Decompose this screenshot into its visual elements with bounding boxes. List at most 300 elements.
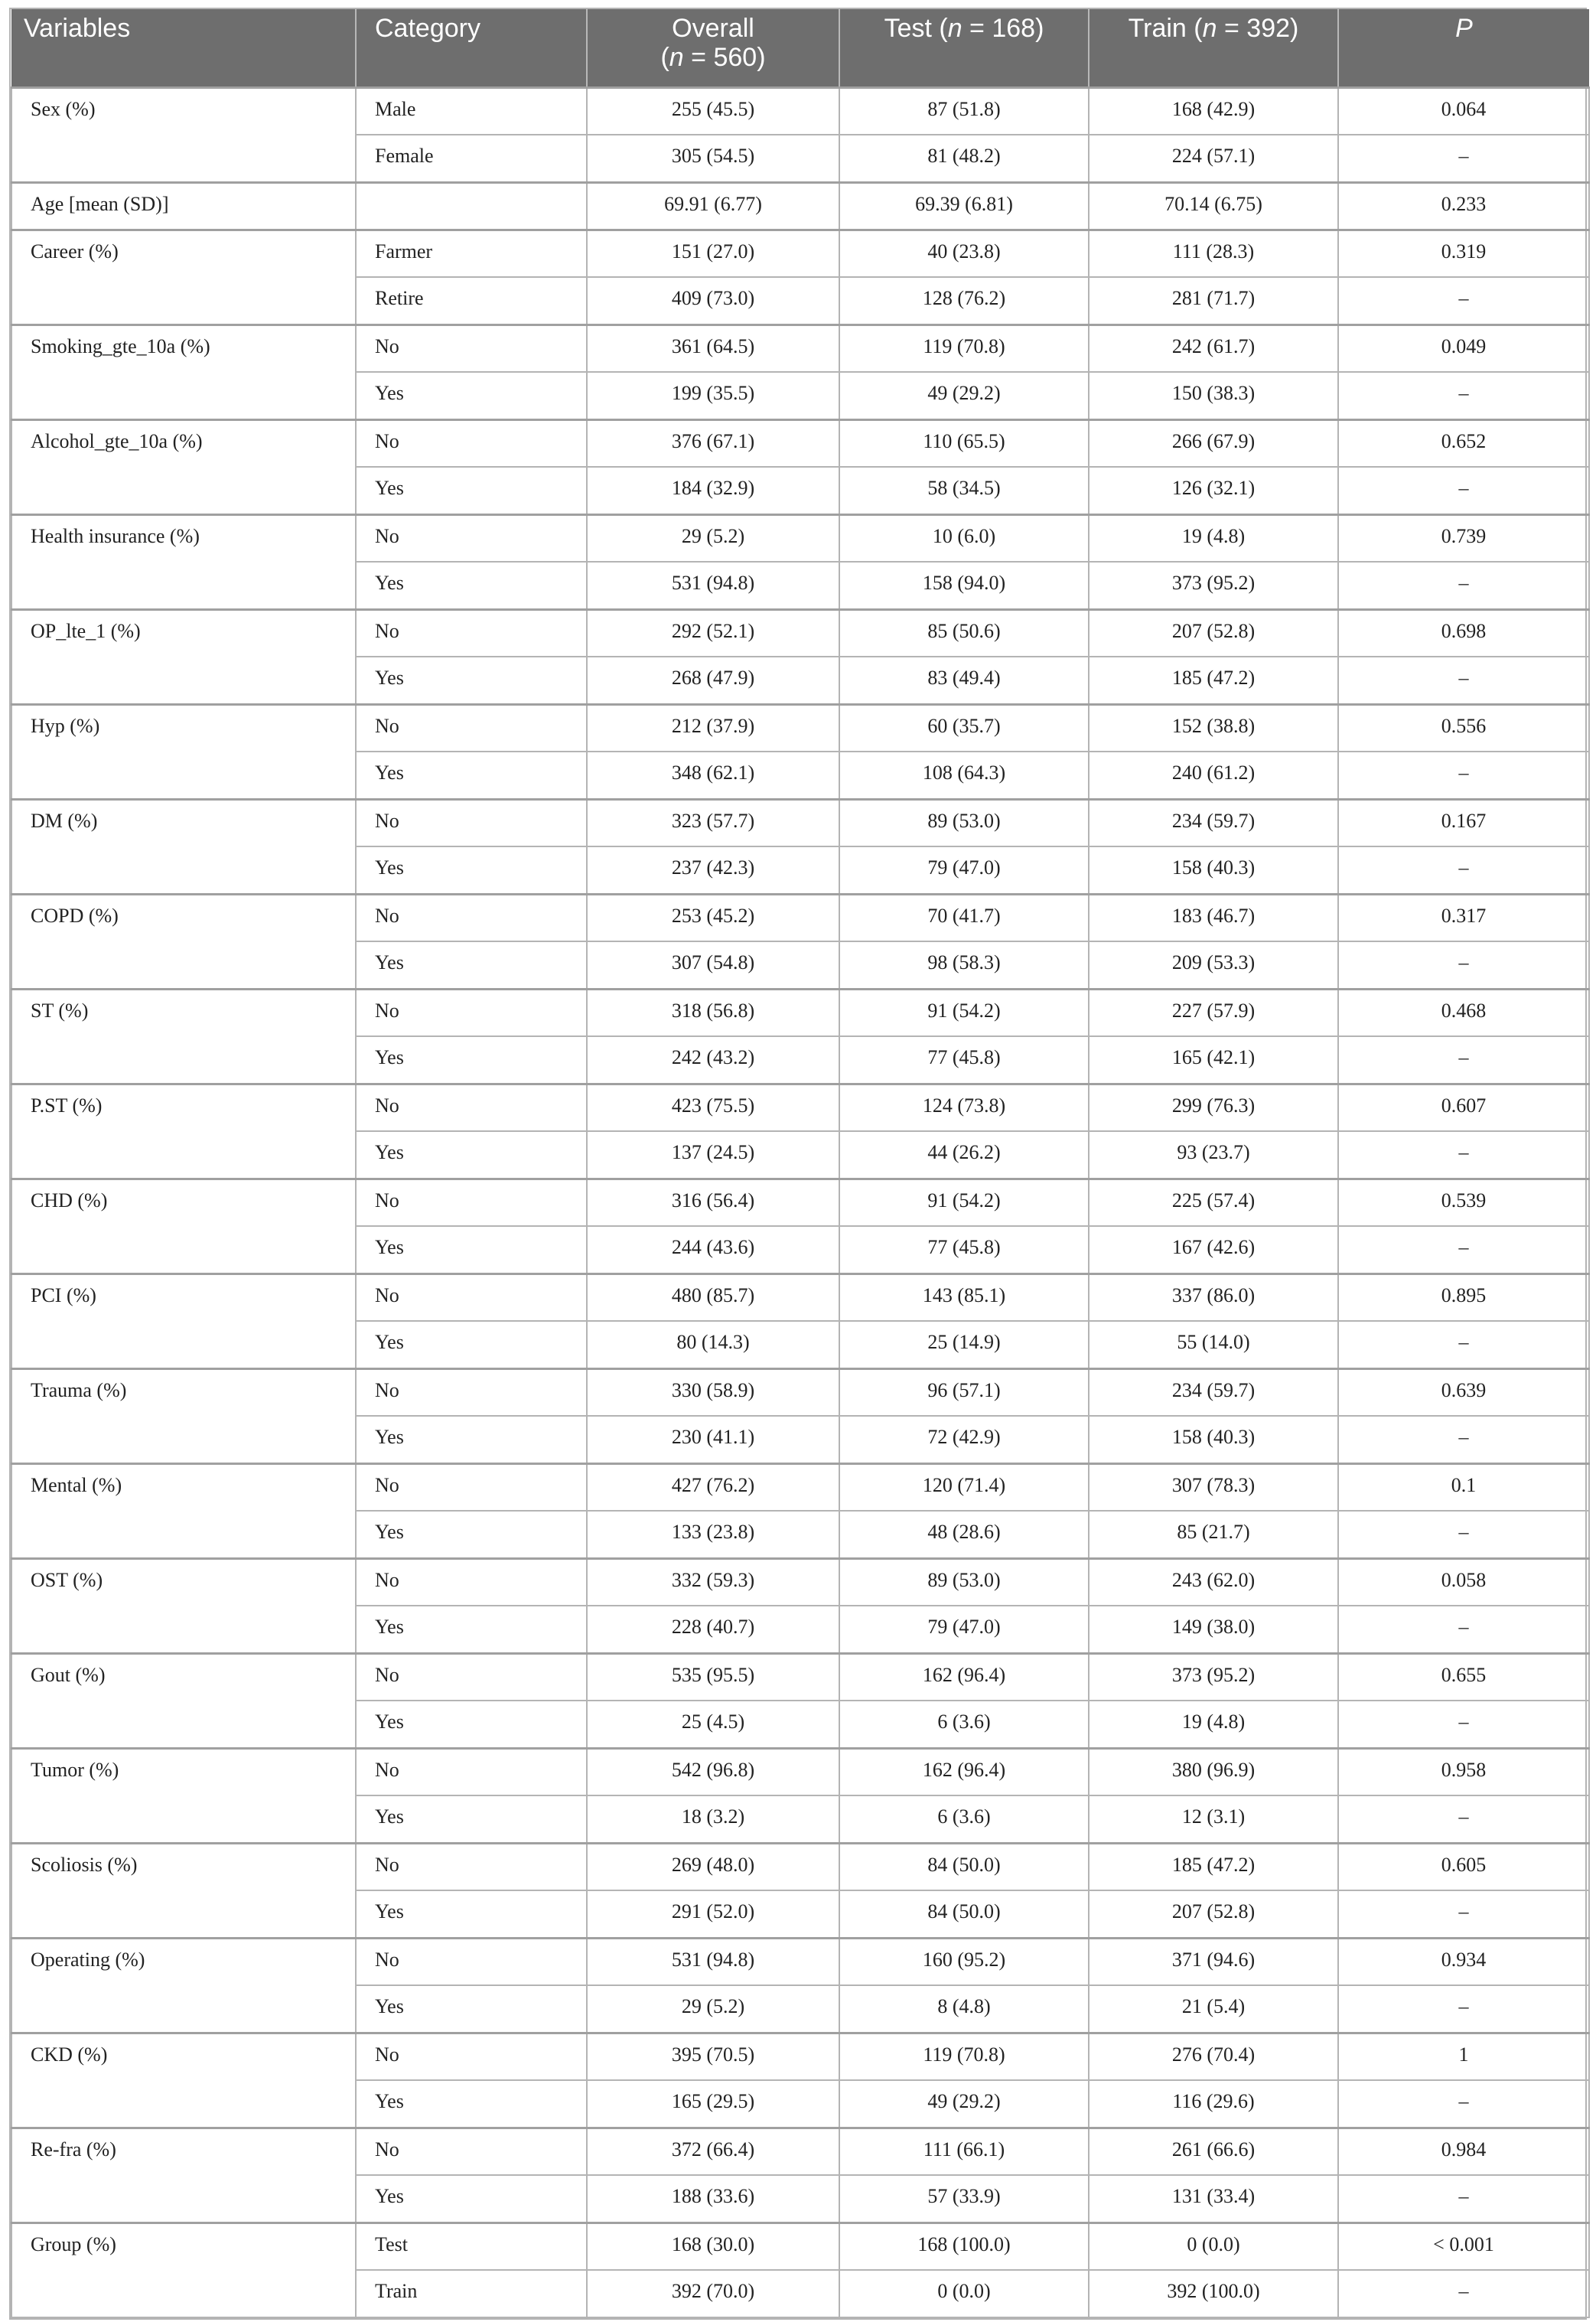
test-value-cell: 0 (0.0) <box>839 2270 1089 2317</box>
overall-value-cell: 133 (23.8) <box>587 1511 839 1558</box>
train-value-cell: 111 (28.3) <box>1089 230 1338 277</box>
overall-value-cell: 242 (43.2) <box>587 1036 839 1084</box>
p-value-cell: – <box>1338 1701 1589 1748</box>
train-value-cell: 209 (53.3) <box>1089 941 1338 989</box>
overall-value-cell: 69.91 (6.77) <box>587 182 839 230</box>
test-value-cell: 162 (96.4) <box>839 1653 1089 1701</box>
train-value-cell: 234 (59.7) <box>1089 1368 1338 1416</box>
overall-value-cell: 237 (42.3) <box>587 846 839 894</box>
p-value-cell: 0.652 <box>1338 419 1589 467</box>
variable-name-cell: DM (%) <box>11 799 356 894</box>
test-value-cell: 160 (95.2) <box>839 1938 1089 1985</box>
p-value-cell: < 0.001 <box>1338 2223 1589 2270</box>
variable-name-cell: Hyp (%) <box>11 704 356 799</box>
p-value-cell: 0.934 <box>1338 1938 1589 1985</box>
overall-value-cell: 168 (30.0) <box>587 2223 839 2270</box>
category-cell: Female <box>356 135 587 182</box>
overall-value-cell: 330 (58.9) <box>587 1368 839 1416</box>
table-header-row <box>11 9 1589 87</box>
train-value-cell: 307 (78.3) <box>1089 1463 1338 1511</box>
overall-value-cell: 230 (41.1) <box>587 1416 839 1463</box>
category-cell: No <box>356 1179 587 1226</box>
table-row <box>11 609 1589 657</box>
overall-value-cell: 137 (24.5) <box>587 1131 839 1179</box>
overall-value-cell: 307 (54.8) <box>587 941 839 989</box>
train-value-cell: 242 (61.7) <box>1089 324 1338 372</box>
train-value-cell: 276 (70.4) <box>1089 2033 1338 2080</box>
category-cell: No <box>356 514 587 562</box>
test-value-cell: 87 (51.8) <box>839 87 1089 135</box>
train-value-cell: 150 (38.3) <box>1089 372 1338 419</box>
category-cell: No <box>356 1084 587 1131</box>
p-value-cell: – <box>1338 1511 1589 1558</box>
train-value-cell: 93 (23.7) <box>1089 1131 1338 1179</box>
overall-value-cell: 184 (32.9) <box>587 467 839 514</box>
header-overall: Overall (n = 560) <box>587 9 839 87</box>
category-cell: No <box>356 609 587 657</box>
table-row <box>11 419 1589 467</box>
overall-value-cell: 392 (70.0) <box>587 2270 839 2317</box>
p-value-cell: – <box>1338 1890 1589 1938</box>
table-row <box>11 1084 1589 1131</box>
category-cell: Yes <box>356 562 587 609</box>
overall-value-cell: 29 (5.2) <box>587 1985 839 2033</box>
test-value-cell: 119 (70.8) <box>839 324 1089 372</box>
overall-value-cell: 318 (56.8) <box>587 989 839 1036</box>
test-value-cell: 119 (70.8) <box>839 2033 1089 2080</box>
overall-value-cell: 305 (54.5) <box>587 135 839 182</box>
p-value-cell: – <box>1338 752 1589 799</box>
test-value-cell: 79 (47.0) <box>839 846 1089 894</box>
p-value-cell: 0.539 <box>1338 1179 1589 1226</box>
overall-value-cell: 427 (76.2) <box>587 1463 839 1511</box>
category-cell: Test <box>356 2223 587 2270</box>
category-cell: No <box>356 2033 587 2080</box>
p-value-cell: 0.317 <box>1338 894 1589 941</box>
train-value-cell: 243 (62.0) <box>1089 1558 1338 1606</box>
test-value-cell: 91 (54.2) <box>839 1179 1089 1226</box>
train-value-cell: 261 (66.6) <box>1089 2128 1338 2175</box>
overall-value-cell: 199 (35.5) <box>587 372 839 419</box>
p-value-cell: – <box>1338 372 1589 419</box>
overall-value-cell: 409 (73.0) <box>587 277 839 324</box>
category-cell: No <box>356 1748 587 1795</box>
table-row <box>11 1463 1589 1511</box>
p-value-cell: 0.1 <box>1338 1463 1589 1511</box>
train-value-cell: 70.14 (6.75) <box>1089 182 1338 230</box>
test-value-cell: 89 (53.0) <box>839 799 1089 846</box>
variable-name-cell: Career (%) <box>11 230 356 324</box>
variable-name-cell: ST (%) <box>11 989 356 1084</box>
table-row <box>11 1368 1589 1416</box>
test-value-cell: 77 (45.8) <box>839 1226 1089 1274</box>
category-cell: No <box>356 1938 587 1985</box>
overall-value-cell: 18 (3.2) <box>587 1795 839 1843</box>
train-value-cell: 165 (42.1) <box>1089 1036 1338 1084</box>
category-cell: No <box>356 2128 587 2175</box>
p-value-cell: 0.233 <box>1338 182 1589 230</box>
header-test-count: = 168) <box>962 14 1044 43</box>
header-train <box>1089 9 1338 87</box>
variable-name-cell: OP_lte_1 (%) <box>11 609 356 704</box>
p-value-cell: 0.639 <box>1338 1368 1589 1416</box>
overall-value-cell: 25 (4.5) <box>587 1701 839 1748</box>
train-value-cell: 0 (0.0) <box>1089 2223 1338 2270</box>
category-cell: Yes <box>356 2080 587 2128</box>
test-value-cell: 49 (29.2) <box>839 2080 1089 2128</box>
table-row <box>11 894 1589 941</box>
train-value-cell: 337 (86.0) <box>1089 1274 1338 1321</box>
category-cell: Yes <box>356 2175 587 2223</box>
train-value-cell: 19 (4.8) <box>1089 1701 1338 1748</box>
overall-value-cell: 535 (95.5) <box>587 1653 839 1701</box>
table-row <box>11 182 1589 230</box>
test-value-cell: 124 (73.8) <box>839 1084 1089 1131</box>
train-value-cell: 158 (40.3) <box>1089 846 1338 894</box>
p-value-cell: 0.468 <box>1338 989 1589 1036</box>
test-value-cell: 83 (49.4) <box>839 657 1089 704</box>
variable-name-cell: OST (%) <box>11 1558 356 1653</box>
test-value-cell: 96 (57.1) <box>839 1368 1089 1416</box>
p-value-cell: 0.556 <box>1338 704 1589 752</box>
train-value-cell: 152 (38.8) <box>1089 704 1338 752</box>
p-value-cell: – <box>1338 1416 1589 1463</box>
table-row <box>11 2033 1589 2080</box>
test-value-cell: 6 (3.6) <box>839 1795 1089 1843</box>
category-cell: No <box>356 1274 587 1321</box>
table-body <box>11 87 1589 2317</box>
variable-name-cell: Re-fra (%) <box>11 2128 356 2223</box>
category-cell: Yes <box>356 1321 587 1368</box>
header-test-n: n <box>947 14 962 43</box>
variable-name-cell: Sex (%) <box>11 87 356 182</box>
test-value-cell: 158 (94.0) <box>839 562 1089 609</box>
overall-value-cell: 323 (57.7) <box>587 799 839 846</box>
p-value-cell: 0.058 <box>1338 1558 1589 1606</box>
train-value-cell: 185 (47.2) <box>1089 1843 1338 1890</box>
p-value-cell: 0.739 <box>1338 514 1589 562</box>
variable-name-cell: Trauma (%) <box>11 1368 356 1463</box>
p-value-cell: – <box>1338 562 1589 609</box>
category-cell: Train <box>356 2270 587 2317</box>
category-cell: Yes <box>356 1131 587 1179</box>
train-value-cell: 85 (21.7) <box>1089 1511 1338 1558</box>
test-value-cell: 6 (3.6) <box>839 1701 1089 1748</box>
p-value-cell: 0.984 <box>1338 2128 1589 2175</box>
header-overall-n: n <box>669 43 684 72</box>
header-variables: Variables <box>11 9 356 87</box>
test-value-cell: 69.39 (6.81) <box>839 182 1089 230</box>
train-value-cell: 234 (59.7) <box>1089 799 1338 846</box>
category-cell: Yes <box>356 372 587 419</box>
category-cell <box>356 182 587 230</box>
category-cell: No <box>356 989 587 1036</box>
p-value-cell: 0.895 <box>1338 1274 1589 1321</box>
p-value-cell: – <box>1338 2270 1589 2317</box>
overall-value-cell: 80 (14.3) <box>587 1321 839 1368</box>
p-value-cell: 0.607 <box>1338 1084 1589 1131</box>
test-value-cell: 84 (50.0) <box>839 1843 1089 1890</box>
p-value-cell: 0.167 <box>1338 799 1589 846</box>
baseline-characteristics-table-container <box>9 8 1587 2320</box>
overall-value-cell: 423 (75.5) <box>587 1084 839 1131</box>
train-value-cell: 183 (46.7) <box>1089 894 1338 941</box>
category-cell: Yes <box>356 846 587 894</box>
train-value-cell: 207 (52.8) <box>1089 1890 1338 1938</box>
p-value-cell: – <box>1338 657 1589 704</box>
p-value-cell: – <box>1338 1226 1589 1274</box>
overall-value-cell: 151 (27.0) <box>587 230 839 277</box>
test-value-cell: 128 (76.2) <box>839 277 1089 324</box>
test-value-cell: 143 (85.1) <box>839 1274 1089 1321</box>
test-value-cell: 85 (50.6) <box>839 609 1089 657</box>
test-value-cell: 70 (41.7) <box>839 894 1089 941</box>
category-cell: Farmer <box>356 230 587 277</box>
test-value-cell: 91 (54.2) <box>839 989 1089 1036</box>
test-value-cell: 162 (96.4) <box>839 1748 1089 1795</box>
variable-name-cell: P.ST (%) <box>11 1084 356 1179</box>
overall-value-cell: 268 (47.9) <box>587 657 839 704</box>
train-value-cell: 168 (42.9) <box>1089 87 1338 135</box>
train-value-cell: 392 (100.0) <box>1089 2270 1338 2317</box>
overall-value-cell: 291 (52.0) <box>587 1890 839 1938</box>
category-cell: No <box>356 1653 587 1701</box>
train-value-cell: 240 (61.2) <box>1089 752 1338 799</box>
p-value-cell: 0.049 <box>1338 324 1589 372</box>
test-value-cell: 111 (66.1) <box>839 2128 1089 2175</box>
test-value-cell: 81 (48.2) <box>839 135 1089 182</box>
table-row <box>11 1653 1589 1701</box>
p-value-cell: – <box>1338 1321 1589 1368</box>
test-value-cell: 48 (28.6) <box>839 1511 1089 1558</box>
test-value-cell: 89 (53.0) <box>839 1558 1089 1606</box>
p-value-cell: – <box>1338 1131 1589 1179</box>
test-value-cell: 44 (26.2) <box>839 1131 1089 1179</box>
test-value-cell: 168 (100.0) <box>839 2223 1089 2270</box>
train-value-cell: 281 (71.7) <box>1089 277 1338 324</box>
category-cell: No <box>356 324 587 372</box>
train-value-cell: 299 (76.3) <box>1089 1084 1338 1131</box>
train-value-cell: 126 (32.1) <box>1089 467 1338 514</box>
test-value-cell: 110 (65.5) <box>839 419 1089 467</box>
category-cell: Yes <box>356 1511 587 1558</box>
table-row <box>11 1843 1589 1890</box>
table-row <box>11 1558 1589 1606</box>
p-value-cell: – <box>1338 1036 1589 1084</box>
category-cell: Yes <box>356 1890 587 1938</box>
variable-name-cell: Scoliosis (%) <box>11 1843 356 1938</box>
train-value-cell: 116 (29.6) <box>1089 2080 1338 2128</box>
train-value-cell: 131 (33.4) <box>1089 2175 1338 2223</box>
test-value-cell: 60 (35.7) <box>839 704 1089 752</box>
test-value-cell: 8 (4.8) <box>839 1985 1089 2033</box>
p-value-cell: 0.958 <box>1338 1748 1589 1795</box>
category-cell: No <box>356 419 587 467</box>
category-cell: No <box>356 1843 587 1890</box>
overall-value-cell: 188 (33.6) <box>587 2175 839 2223</box>
variable-name-cell: PCI (%) <box>11 1274 356 1368</box>
train-value-cell: 227 (57.9) <box>1089 989 1338 1036</box>
variable-name-cell: Operating (%) <box>11 1938 356 2033</box>
variable-name-cell: Gout (%) <box>11 1653 356 1748</box>
test-value-cell: 98 (58.3) <box>839 941 1089 989</box>
overall-value-cell: 542 (96.8) <box>587 1748 839 1795</box>
test-value-cell: 57 (33.9) <box>839 2175 1089 2223</box>
overall-value-cell: 531 (94.8) <box>587 1938 839 1985</box>
header-overall-count: = 560) <box>683 43 766 72</box>
p-value-cell: – <box>1338 467 1589 514</box>
header-overall-label: Overall <box>672 14 754 43</box>
p-value-cell: 0.064 <box>1338 87 1589 135</box>
table-row <box>11 2223 1589 2270</box>
category-cell: Yes <box>356 1416 587 1463</box>
test-value-cell: 79 (47.0) <box>839 1606 1089 1653</box>
table-row <box>11 230 1589 277</box>
category-cell: No <box>356 1463 587 1511</box>
overall-value-cell: 395 (70.5) <box>587 2033 839 2080</box>
overall-value-cell: 292 (52.1) <box>587 609 839 657</box>
train-value-cell: 266 (67.9) <box>1089 419 1338 467</box>
header-train-count: = 392) <box>1217 14 1299 43</box>
table-row <box>11 799 1589 846</box>
p-value-cell: – <box>1338 1795 1589 1843</box>
train-value-cell: 167 (42.6) <box>1089 1226 1338 1274</box>
overall-value-cell: 212 (37.9) <box>587 704 839 752</box>
p-value-cell: – <box>1338 846 1589 894</box>
test-value-cell: 120 (71.4) <box>839 1463 1089 1511</box>
variable-name-cell: Smoking_gte_10a (%) <box>11 324 356 419</box>
category-cell: Yes <box>356 1606 587 1653</box>
category-cell: Yes <box>356 1795 587 1843</box>
overall-value-cell: 255 (45.5) <box>587 87 839 135</box>
variable-name-cell: Age [mean (SD)] <box>11 182 356 230</box>
test-value-cell: 40 (23.8) <box>839 230 1089 277</box>
p-value-cell: – <box>1338 2175 1589 2223</box>
train-value-cell: 207 (52.8) <box>1089 609 1338 657</box>
train-value-cell: 149 (38.0) <box>1089 1606 1338 1653</box>
train-value-cell: 225 (57.4) <box>1089 1179 1338 1226</box>
overall-value-cell: 376 (67.1) <box>587 419 839 467</box>
test-value-cell: 25 (14.9) <box>839 1321 1089 1368</box>
train-value-cell: 21 (5.4) <box>1089 1985 1338 2033</box>
baseline-characteristics-table <box>11 9 1590 2318</box>
p-value-cell: 0.698 <box>1338 609 1589 657</box>
table-row <box>11 989 1589 1036</box>
variable-name-cell: COPD (%) <box>11 894 356 989</box>
header-test <box>839 9 1089 87</box>
variable-name-cell: Health insurance (%) <box>11 514 356 609</box>
header-category: Category <box>356 9 587 87</box>
category-cell: Retire <box>356 277 587 324</box>
train-value-cell: 55 (14.0) <box>1089 1321 1338 1368</box>
train-value-cell: 158 (40.3) <box>1089 1416 1338 1463</box>
p-value-cell: – <box>1338 2080 1589 2128</box>
category-cell: Yes <box>356 752 587 799</box>
p-value-cell: – <box>1338 1606 1589 1653</box>
overall-value-cell: 316 (56.4) <box>587 1179 839 1226</box>
variable-name-cell: Alcohol_gte_10a (%) <box>11 419 356 514</box>
variable-name-cell: Group (%) <box>11 2223 356 2317</box>
variable-name-cell: CHD (%) <box>11 1179 356 1274</box>
table-row <box>11 87 1589 135</box>
table-row <box>11 1938 1589 1985</box>
category-cell: Yes <box>356 941 587 989</box>
variable-name-cell: Tumor (%) <box>11 1748 356 1843</box>
p-value-cell: 0.319 <box>1338 230 1589 277</box>
header-p-label: P <box>1455 14 1473 43</box>
category-cell: No <box>356 704 587 752</box>
overall-value-cell: 531 (94.8) <box>587 562 839 609</box>
overall-value-cell: 332 (59.3) <box>587 1558 839 1606</box>
overall-value-cell: 29 (5.2) <box>587 514 839 562</box>
table-row <box>11 1274 1589 1321</box>
category-cell: Yes <box>356 1985 587 2033</box>
table-row <box>11 704 1589 752</box>
header-test-label: Test ( <box>884 14 948 43</box>
p-value-cell: 0.605 <box>1338 1843 1589 1890</box>
train-value-cell: 224 (57.1) <box>1089 135 1338 182</box>
overall-value-cell: 372 (66.4) <box>587 2128 839 2175</box>
p-value-cell: 0.655 <box>1338 1653 1589 1701</box>
header-train-label: Train ( <box>1128 14 1203 43</box>
overall-value-cell: 165 (29.5) <box>587 2080 839 2128</box>
table-row <box>11 2128 1589 2175</box>
category-cell: No <box>356 799 587 846</box>
category-cell: Yes <box>356 1701 587 1748</box>
category-cell: Yes <box>356 1036 587 1084</box>
train-value-cell: 19 (4.8) <box>1089 514 1338 562</box>
p-value-cell: – <box>1338 135 1589 182</box>
p-value-cell: 1 <box>1338 2033 1589 2080</box>
overall-value-cell: 269 (48.0) <box>587 1843 839 1890</box>
test-value-cell: 58 (34.5) <box>839 467 1089 514</box>
category-cell: Yes <box>356 657 587 704</box>
category-cell: Yes <box>356 467 587 514</box>
table-row <box>11 324 1589 372</box>
test-value-cell: 108 (64.3) <box>839 752 1089 799</box>
category-cell: No <box>356 894 587 941</box>
test-value-cell: 72 (42.9) <box>839 1416 1089 1463</box>
p-value-cell: – <box>1338 941 1589 989</box>
train-value-cell: 373 (95.2) <box>1089 562 1338 609</box>
variable-name-cell: CKD (%) <box>11 2033 356 2128</box>
category-cell: No <box>356 1558 587 1606</box>
train-value-cell: 12 (3.1) <box>1089 1795 1338 1843</box>
train-value-cell: 380 (96.9) <box>1089 1748 1338 1795</box>
header-p-value <box>1338 9 1589 87</box>
test-value-cell: 77 (45.8) <box>839 1036 1089 1084</box>
variable-name-cell: Mental (%) <box>11 1463 356 1558</box>
category-cell: Yes <box>356 1226 587 1274</box>
train-value-cell: 185 (47.2) <box>1089 657 1338 704</box>
test-value-cell: 49 (29.2) <box>839 372 1089 419</box>
overall-value-cell: 253 (45.2) <box>587 894 839 941</box>
p-value-cell: – <box>1338 277 1589 324</box>
category-cell: No <box>356 1368 587 1416</box>
test-value-cell: 84 (50.0) <box>839 1890 1089 1938</box>
train-value-cell: 373 (95.2) <box>1089 1653 1338 1701</box>
overall-value-cell: 228 (40.7) <box>587 1606 839 1653</box>
train-value-cell: 371 (94.6) <box>1089 1938 1338 1985</box>
header-train-n: n <box>1202 14 1217 43</box>
overall-value-cell: 361 (64.5) <box>587 324 839 372</box>
test-value-cell: 10 (6.0) <box>839 514 1089 562</box>
overall-value-cell: 348 (62.1) <box>587 752 839 799</box>
table-row <box>11 1179 1589 1226</box>
table-row <box>11 1748 1589 1795</box>
table-row <box>11 514 1589 562</box>
overall-value-cell: 244 (43.6) <box>587 1226 839 1274</box>
